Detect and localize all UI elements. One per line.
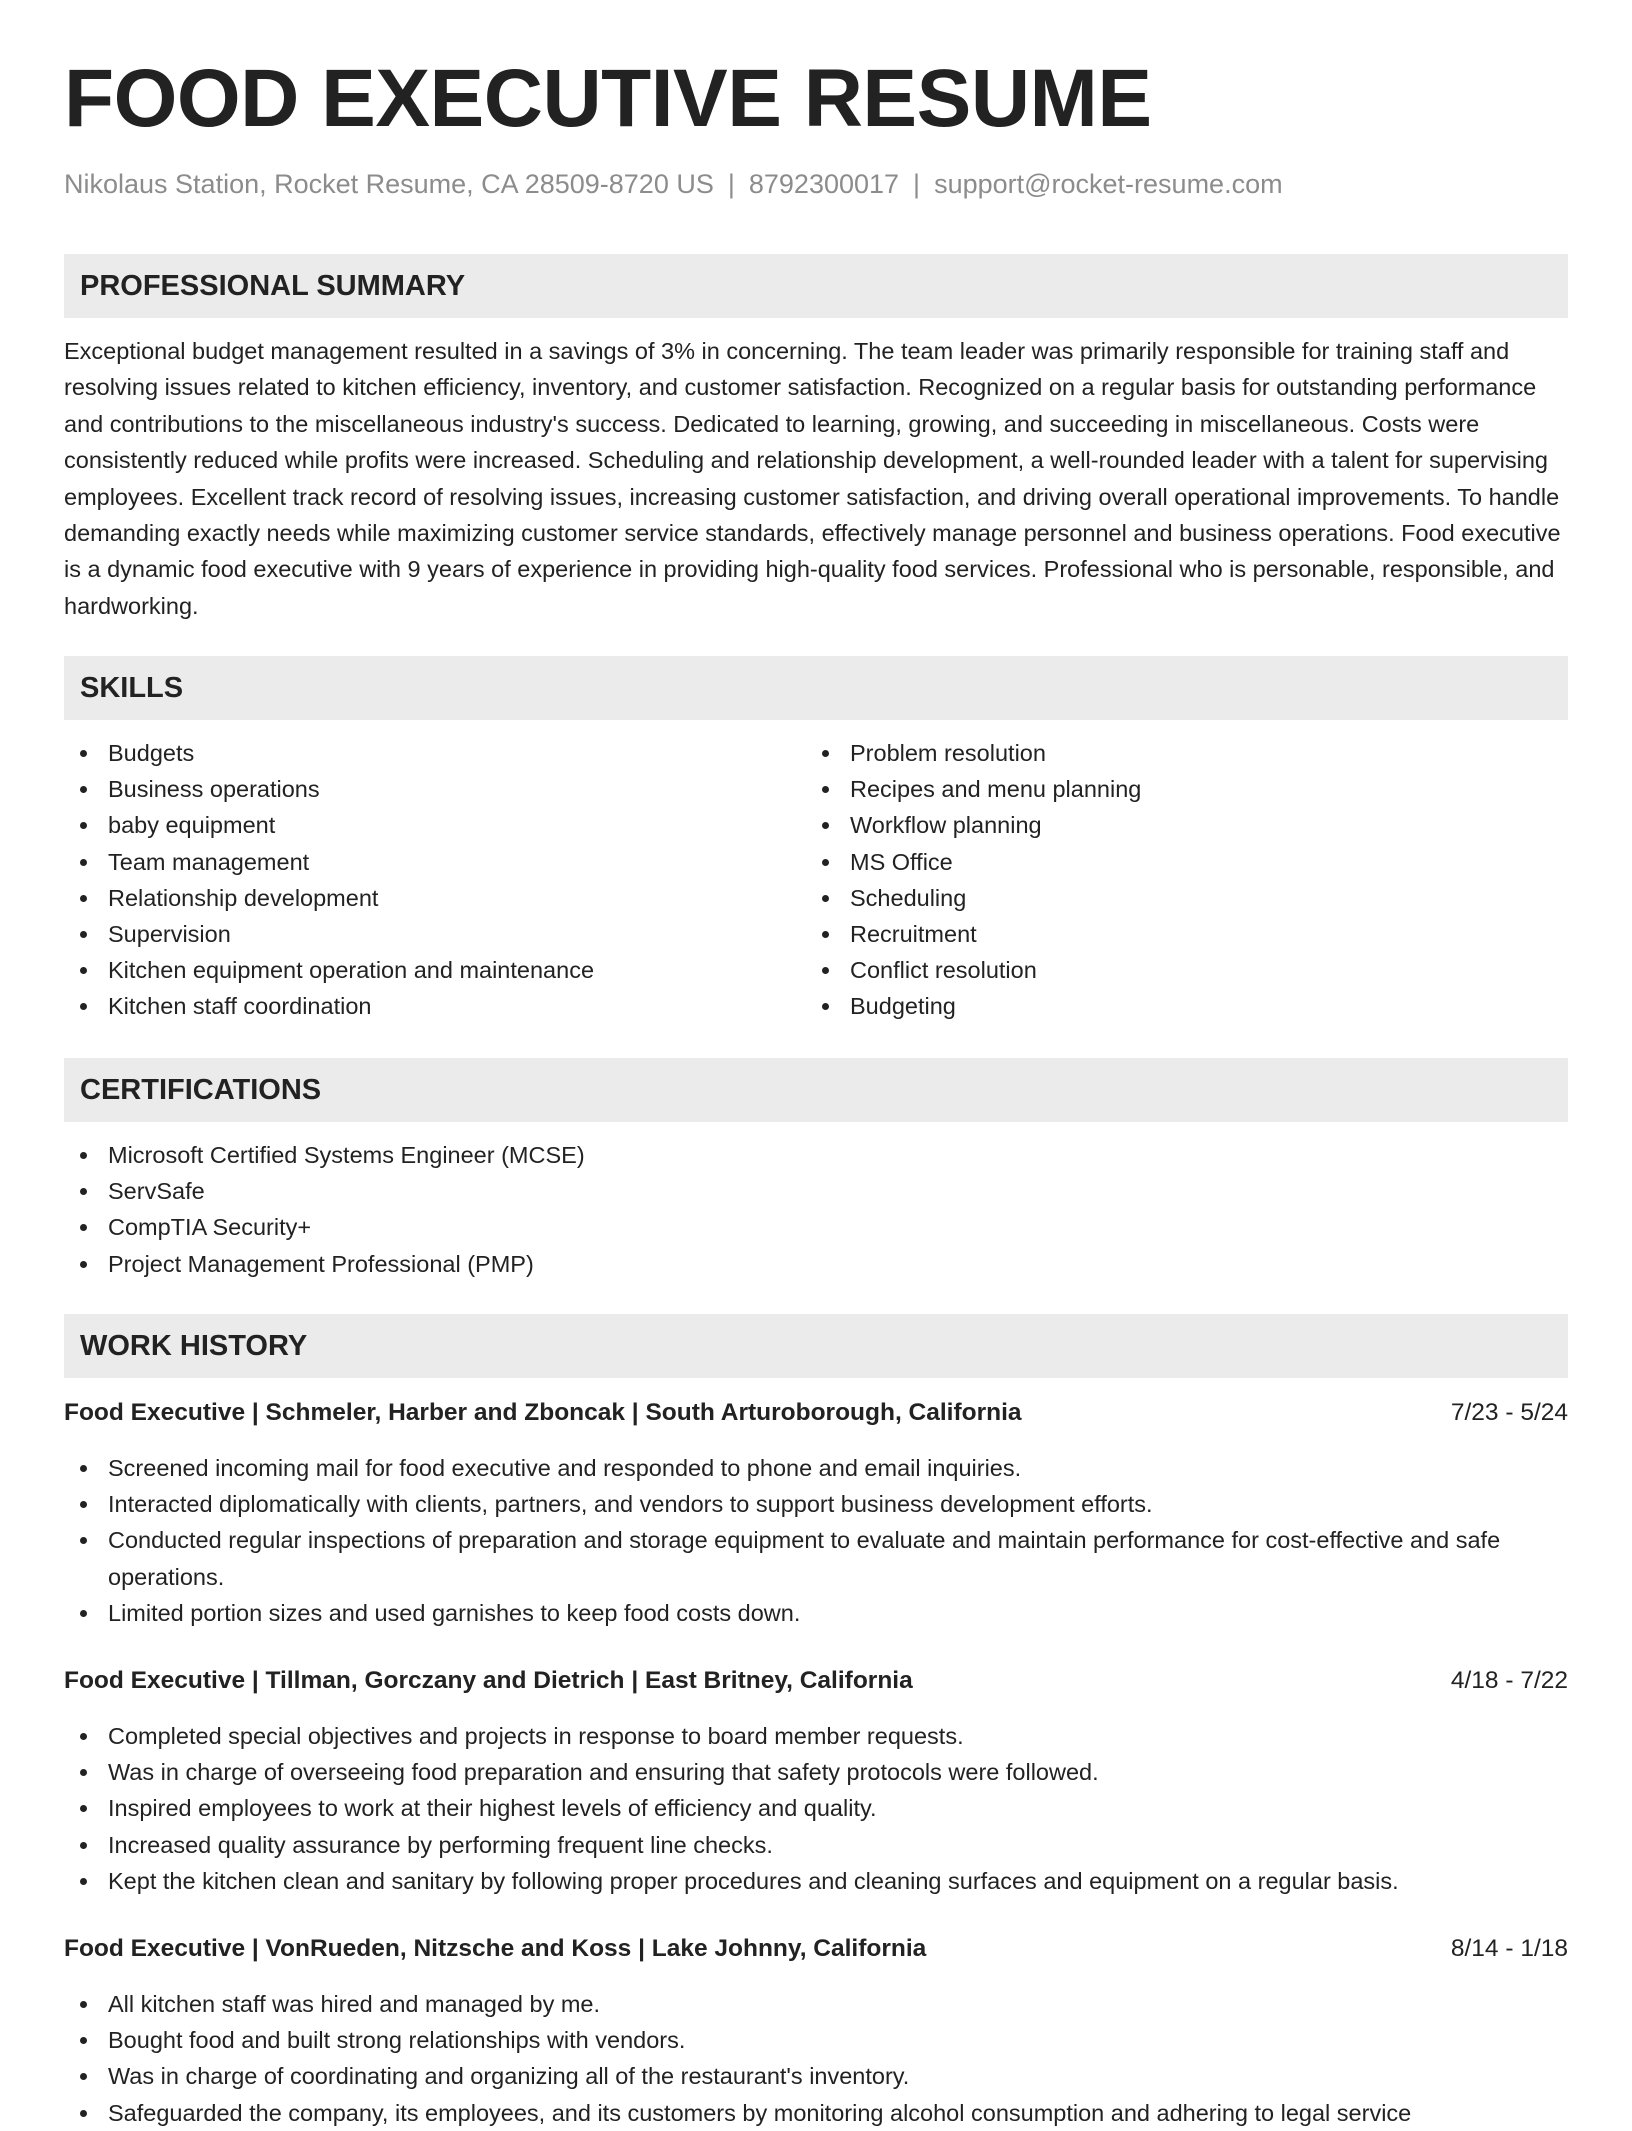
job-bullets — [64, 1718, 1568, 1899]
skill-item: Kitchen equipment operation and maintenance — [64, 952, 804, 988]
contact-separator: | — [913, 169, 921, 199]
section-title: CERTIFICATIONS — [80, 1073, 322, 1106]
job-bullet: Increased quality assurance by performing frequent line checks. — [64, 1827, 1568, 1863]
skill-item: Workflow planning — [806, 807, 1546, 843]
contact-phone: 8792300017 — [748, 169, 900, 199]
contact-email: support@rocket-resume.com — [934, 169, 1283, 199]
job-dates: 8/14 - 1/18 — [1450, 1935, 1568, 1962]
skill-item: Relationship development — [64, 880, 804, 916]
skill-item: baby equipment — [64, 807, 804, 843]
job-title: Food Executive | VonRueden, Nitzsche and Koss | Lake Johnny, California — [64, 1935, 927, 1962]
job-bullet: Interacted diplomatically with clients, partners, and vendors to support business development efforts. — [64, 1486, 1568, 1522]
section-title: PROFESSIONAL SUMMARY — [80, 269, 466, 302]
skill-item: MS Office — [806, 844, 1546, 880]
skill-item: Conflict resolution — [806, 952, 1546, 988]
section-header-summary — [64, 254, 1568, 318]
skill-item: Recipes and menu planning — [806, 771, 1546, 807]
skill-item: Budgeting — [806, 988, 1546, 1024]
job-bullet: All kitchen staff was hired and managed by me. — [64, 1986, 1568, 2022]
skill-item: Problem resolution — [806, 735, 1546, 771]
job-bullet: Was in charge of overseeing food preparation and ensuring that safety protocols were followed. — [64, 1754, 1568, 1790]
job-dates: 4/18 - 7/22 — [1450, 1667, 1568, 1694]
job-bullet: Kept the kitchen clean and sanitary by following proper procedures and cleaning surfaces and equipment on a regular basis. — [64, 1863, 1568, 1899]
job-bullets — [64, 1450, 1568, 1631]
job-title: Food Executive | Schmeler, Harber and Zboncak | South Arturoborough, California — [64, 1399, 1022, 1426]
skill-item: Team management — [64, 844, 804, 880]
section-header-skills — [64, 656, 1568, 720]
contact-address: Nikolaus Station, Rocket Resume, CA 28509-8720 US — [64, 169, 714, 199]
section-title: WORK HISTORY — [80, 1329, 308, 1362]
skill-item: Supervision — [64, 916, 804, 952]
job-bullet: Limited portion sizes and used garnishes to keep food costs down. — [64, 1595, 1568, 1631]
certification-item: Project Management Professional (PMP) — [64, 1246, 1568, 1282]
section-header-certifications — [64, 1058, 1568, 1122]
skill-item: Business operations — [64, 771, 804, 807]
skills-list-right — [806, 735, 1546, 1025]
contact-separator: | — [727, 169, 735, 199]
skills-list-left — [64, 735, 804, 1025]
certification-item: CompTIA Security+ — [64, 1209, 1568, 1245]
job-title: Food Executive | Tillman, Gorczany and Dietrich | East Britney, California — [64, 1667, 913, 1694]
certification-item: ServSafe — [64, 1173, 1568, 1209]
job-dates: 7/23 - 5/24 — [1450, 1399, 1568, 1426]
job-bullet: Conducted regular inspections of preparation and storage equipment to evaluate and maintain performance for cost-effective and safe operations. — [64, 1522, 1568, 1594]
job-bullet: Screened incoming mail for food executive and responded to phone and email inquiries. — [64, 1450, 1568, 1486]
job-bullet: Inspired employees to work at their highest levels of efficiency and quality. — [64, 1790, 1568, 1826]
summary-text: Exceptional budget management resulted in a savings of 3% in concerning. The team leader was primarily responsible for training staff and resolving issues related to kitchen efficiency, inventory, and customer satisfaction. Recognized on a regular basis for outstanding performance and contributions to the miscellaneous industry's success. Dedicated to learning, growing, and succeeding in miscellaneous. Costs were consistently reduced while profits were increased. Scheduling and relationship development, a well-rounded leader with a talent for supervising employees. Excellent track record of resolving issues, increasing customer satisfaction, and driving overall operational improvements. To handle demanding exactly needs while maximizing customer service standards, effectively manage personnel and business operations. Food executive is a dynamic food executive with 9 years of experience in providing high-quality food services. Professional who is personable, responsible, and hardworking. — [64, 338, 1561, 619]
job-bullets — [64, 1986, 1568, 2131]
job-bullet: Completed special objectives and projects in response to board member requests. — [64, 1718, 1568, 1754]
certifications-list — [64, 1137, 1568, 1282]
certification-item: Microsoft Certified Systems Engineer (MCSE) — [64, 1137, 1568, 1173]
skill-item: Budgets — [64, 735, 804, 771]
section-header-work-history — [64, 1314, 1568, 1378]
job-bullet: Bought food and built strong relationships with vendors. — [64, 2022, 1568, 2058]
skill-item: Kitchen staff coordination — [64, 988, 804, 1024]
job-bullet: Safeguarded the company, its employees, and its customers by monitoring alcohol consumption and adhering to legal service — [64, 2095, 1568, 2131]
resume-title: FOOD EXECUTIVE RESUME — [64, 53, 1152, 144]
contact-line — [64, 168, 1283, 200]
skill-item: Recruitment — [806, 916, 1546, 952]
job-bullet: Was in charge of coordinating and organizing all of the restaurant's inventory. — [64, 2058, 1568, 2094]
skill-item: Scheduling — [806, 880, 1546, 916]
section-title: SKILLS — [80, 671, 184, 704]
